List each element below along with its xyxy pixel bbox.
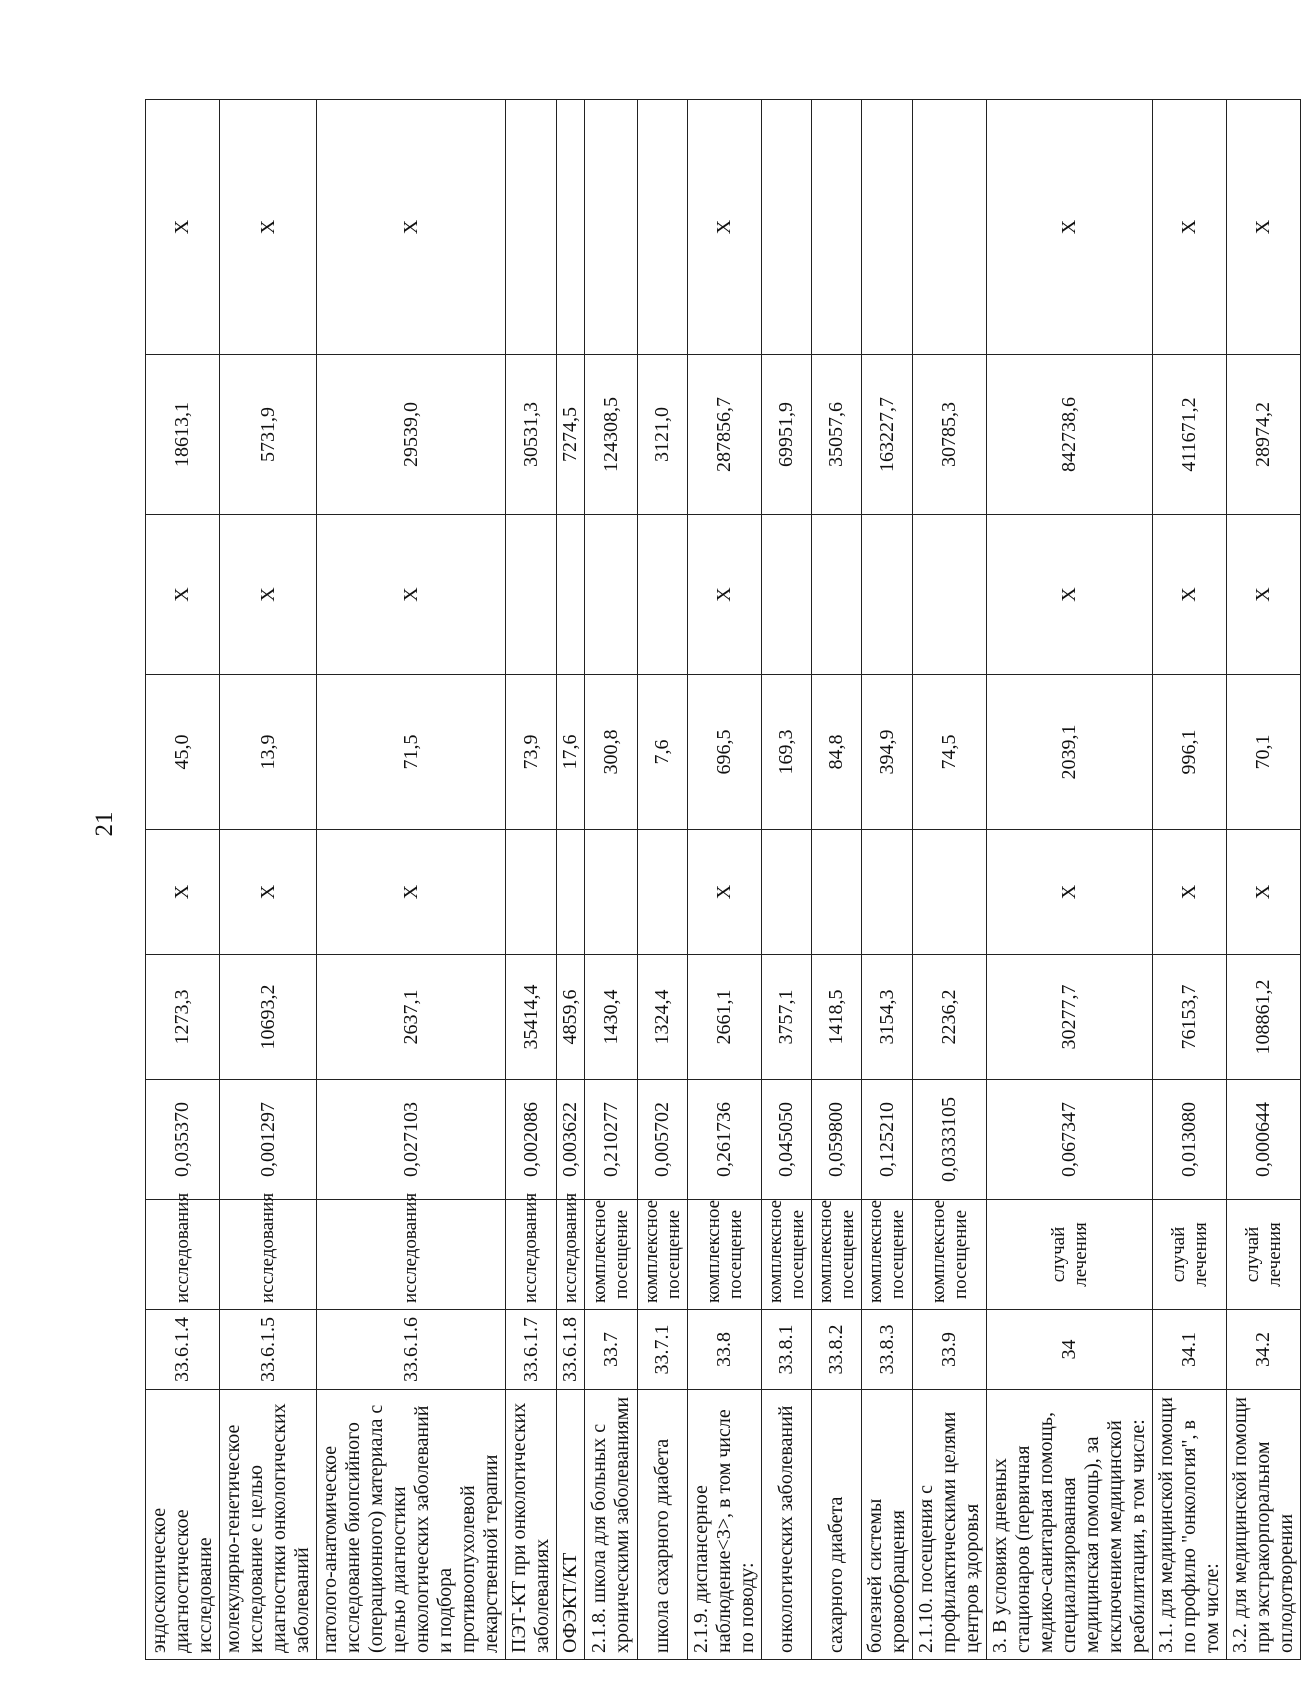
row-col8-cell: X	[987, 515, 1153, 675]
row-col6-cell	[762, 830, 812, 955]
row-col8-cell	[762, 515, 812, 675]
row-unit-cell: исследования	[557, 1200, 585, 1310]
row-name-cell: школа сахарного диабета	[638, 1390, 688, 1660]
row-norm-cell: 0,125210	[862, 1080, 913, 1200]
table-row	[688, 100, 762, 1660]
row-norm-cell: 0,003622	[557, 1080, 585, 1200]
row-col6-cell: X	[220, 830, 317, 955]
row-col9-cell: 7274,5	[557, 355, 585, 515]
row-col7-cell: 394,9	[862, 675, 913, 830]
row-col7-cell: 71,5	[317, 675, 506, 830]
row-code-cell: 33.9	[913, 1310, 987, 1390]
row-code-cell: 34.1	[1153, 1310, 1227, 1390]
row-col9-cell: 29539,0	[317, 355, 506, 515]
row-code-cell: 33.6.1.8	[557, 1310, 585, 1390]
row-cost-cell: 1273,3	[146, 955, 220, 1080]
row-col8-cell	[506, 515, 557, 675]
row-unit-cell: комплексное посещение	[762, 1200, 812, 1310]
row-col6-cell: X	[1153, 830, 1227, 955]
row-col7-cell: 996,1	[1153, 675, 1227, 830]
table-row	[585, 100, 638, 1660]
row-col9-cell: 69951,9	[762, 355, 812, 515]
row-cost-cell: 1418,5	[812, 955, 862, 1080]
row-code-cell: 33.7.1	[638, 1310, 688, 1390]
table-row	[317, 100, 506, 1660]
row-unit-cell: комплексное посещение	[913, 1200, 987, 1310]
row-norm-cell: 0,210277	[585, 1080, 638, 1200]
row-col10-cell	[557, 100, 585, 355]
row-col6-cell: X	[987, 830, 1153, 955]
row-col6-cell: X	[1227, 830, 1301, 955]
table-row	[220, 100, 317, 1660]
row-code-cell: 33.6.1.6	[317, 1310, 506, 1390]
row-code-cell: 33.8	[688, 1310, 762, 1390]
table-row	[913, 100, 987, 1660]
row-name-cell: ПЭТ-КТ при онкологических заболеваниях	[506, 1390, 557, 1660]
table-row	[862, 100, 913, 1660]
row-col6-cell	[557, 830, 585, 955]
row-col7-cell: 300,8	[585, 675, 638, 830]
row-col9-cell: 5731,9	[220, 355, 317, 515]
row-name-cell: болезней системы кровообращения	[862, 1390, 913, 1660]
data-table	[145, 99, 1301, 1660]
row-cost-cell: 3757,1	[762, 955, 812, 1080]
row-col6-cell: X	[317, 830, 506, 955]
row-cost-cell: 35414,4	[506, 955, 557, 1080]
row-col10-cell: X	[1153, 100, 1227, 355]
row-code-cell: 33.6.1.4	[146, 1310, 220, 1390]
row-norm-cell: 0,067347	[987, 1080, 1153, 1200]
row-code-cell: 33.6.1.7	[506, 1310, 557, 1390]
row-name-cell: 3.1. для медицинской помощи по профилю "онкология", в том числе:	[1153, 1390, 1227, 1660]
row-name-cell: 2.1.8. школа для больных с хроническими заболеваниями	[585, 1390, 638, 1660]
row-col10-cell: X	[688, 100, 762, 355]
row-col10-cell	[506, 100, 557, 355]
row-unit-cell: исследования	[506, 1200, 557, 1310]
row-cost-cell: 2236,2	[913, 955, 987, 1080]
row-cost-cell: 2637,1	[317, 955, 506, 1080]
row-col8-cell	[638, 515, 688, 675]
row-col7-cell: 7,6	[638, 675, 688, 830]
row-name-cell: 2.1.9. диспансерное наблюдение<3>, в том числе по поводу:	[688, 1390, 762, 1660]
row-unit-cell: комплексное посещение	[585, 1200, 638, 1310]
row-col7-cell: 13,9	[220, 675, 317, 830]
row-col8-cell	[585, 515, 638, 675]
row-col10-cell: X	[317, 100, 506, 355]
row-col10-cell	[862, 100, 913, 355]
row-col8-cell	[862, 515, 913, 675]
table-row	[1153, 100, 1227, 1660]
row-col8-cell: X	[1227, 515, 1301, 675]
row-cost-cell: 10693,2	[220, 955, 317, 1080]
row-col7-cell: 696,5	[688, 675, 762, 830]
row-unit-cell: случай лечения	[1153, 1200, 1227, 1310]
row-name-cell: онкологических заболеваний	[762, 1390, 812, 1660]
row-col9-cell: 30785,3	[913, 355, 987, 515]
row-unit-cell: комплексное посещение	[862, 1200, 913, 1310]
row-col6-cell	[812, 830, 862, 955]
row-col9-cell: 35057,6	[812, 355, 862, 515]
row-name-cell: 3. В условиях дневных стационаров (первичная медико-санитарная помощь, специализированная медицинская помощь), за исключением медицинской реабилитации, в том числе:	[987, 1390, 1153, 1660]
row-col6-cell	[585, 830, 638, 955]
row-col8-cell	[557, 515, 585, 675]
row-col7-cell: 73,9	[506, 675, 557, 830]
row-name-cell: ОФЭКТ/КТ	[557, 1390, 585, 1660]
row-col7-cell: 70,1	[1227, 675, 1301, 830]
row-col6-cell	[638, 830, 688, 955]
row-code-cell: 33.8.1	[762, 1310, 812, 1390]
row-unit-cell: исследования	[317, 1200, 506, 1310]
row-norm-cell: 0,045050	[762, 1080, 812, 1200]
page-number: 21	[91, 811, 118, 837]
row-name-cell: патолого-анатомическое исследование биопсийного (операционного) материала с целью диагностики онкологических заболеваний и подбора противоопухолевой лекарственной терапии	[317, 1390, 506, 1660]
row-cost-cell: 3154,3	[862, 955, 913, 1080]
row-unit-cell: случай лечения	[1227, 1200, 1301, 1310]
row-col10-cell: X	[220, 100, 317, 355]
row-norm-cell: 0,035370	[146, 1080, 220, 1200]
row-name-cell: эндоскопическое диагностическое исследование	[146, 1390, 220, 1660]
row-col10-cell	[913, 100, 987, 355]
row-col9-cell: 28974,2	[1227, 355, 1301, 515]
row-code-cell: 33.8.3	[862, 1310, 913, 1390]
row-unit-cell: исследования	[220, 1200, 317, 1310]
row-col9-cell: 163227,7	[862, 355, 913, 515]
row-col6-cell: X	[688, 830, 762, 955]
row-col7-cell: 169,3	[762, 675, 812, 830]
row-name-cell: 2.1.10. посещения с профилактическими целями центров здоровья	[913, 1390, 987, 1660]
row-name-cell: сахарного диабета	[812, 1390, 862, 1660]
row-unit-cell: комплексное посещение	[688, 1200, 762, 1310]
row-norm-cell: 0,001297	[220, 1080, 317, 1200]
row-col7-cell: 74,5	[913, 675, 987, 830]
row-norm-cell: 0,059800	[812, 1080, 862, 1200]
row-name-cell: 3.2. для медицинской помощи при экстракорпоральном оплодотворении	[1227, 1390, 1301, 1660]
row-col9-cell: 3121,0	[638, 355, 688, 515]
row-code-cell: 33.6.1.5	[220, 1310, 317, 1390]
row-unit-cell: исследования	[146, 1200, 220, 1310]
row-col6-cell	[913, 830, 987, 955]
row-name-cell: молекулярно-генетическое исследование с целью диагностики онкологических заболеваний	[220, 1390, 317, 1660]
table-row	[762, 100, 812, 1660]
row-col8-cell: X	[688, 515, 762, 675]
row-norm-cell: 0,013080	[1153, 1080, 1227, 1200]
table-row	[557, 100, 585, 1660]
row-col9-cell: 411671,2	[1153, 355, 1227, 515]
row-cost-cell: 1324,4	[638, 955, 688, 1080]
row-col9-cell: 842738,6	[987, 355, 1153, 515]
row-col9-cell: 30531,3	[506, 355, 557, 515]
row-norm-cell: 0,000644	[1227, 1080, 1301, 1200]
row-col8-cell	[812, 515, 862, 675]
table-row	[506, 100, 557, 1660]
row-cost-cell: 30277,7	[987, 955, 1153, 1080]
row-col6-cell	[506, 830, 557, 955]
row-cost-cell: 1430,4	[585, 955, 638, 1080]
row-col10-cell: X	[146, 100, 220, 355]
table-row	[987, 100, 1153, 1660]
row-col10-cell	[812, 100, 862, 355]
row-col10-cell	[585, 100, 638, 355]
row-col10-cell: X	[987, 100, 1153, 355]
row-col6-cell	[862, 830, 913, 955]
row-cost-cell: 4859,6	[557, 955, 585, 1080]
table-body	[146, 100, 1301, 1660]
row-cost-cell: 2661,1	[688, 955, 762, 1080]
table-row	[1227, 100, 1301, 1660]
row-code-cell: 34.2	[1227, 1310, 1301, 1390]
row-col10-cell	[762, 100, 812, 355]
row-code-cell: 33.7	[585, 1310, 638, 1390]
row-col8-cell: X	[317, 515, 506, 675]
row-col9-cell: 124308,5	[585, 355, 638, 515]
row-norm-cell: 0,005702	[638, 1080, 688, 1200]
row-norm-cell: 0,002086	[506, 1080, 557, 1200]
row-cost-cell: 76153,7	[1153, 955, 1227, 1080]
table-row	[146, 100, 220, 1660]
row-unit-cell: случай лечения	[987, 1200, 1153, 1310]
row-col8-cell	[913, 515, 987, 675]
row-col10-cell: X	[1227, 100, 1301, 355]
row-unit-cell: комплексное посещение	[638, 1200, 688, 1310]
row-col7-cell: 84,8	[812, 675, 862, 830]
row-cost-cell: 108861,2	[1227, 955, 1301, 1080]
row-col7-cell: 45,0	[146, 675, 220, 830]
row-col6-cell: X	[146, 830, 220, 955]
row-norm-cell: 0,0333105	[913, 1080, 987, 1200]
row-col8-cell: X	[1153, 515, 1227, 675]
row-col7-cell: 17,6	[557, 675, 585, 830]
row-col9-cell: 18613,1	[146, 355, 220, 515]
row-col8-cell: X	[146, 515, 220, 675]
row-norm-cell: 0,261736	[688, 1080, 762, 1200]
row-norm-cell: 0,027103	[317, 1080, 506, 1200]
table-row	[812, 100, 862, 1660]
row-unit-cell: комплексное посещение	[812, 1200, 862, 1310]
rotated-table-sheet	[145, 100, 1297, 1660]
table-row	[638, 100, 688, 1660]
row-code-cell: 34	[987, 1310, 1153, 1390]
row-col8-cell: X	[220, 515, 317, 675]
row-col9-cell: 287856,7	[688, 355, 762, 515]
row-code-cell: 33.8.2	[812, 1310, 862, 1390]
row-col7-cell: 2039,1	[987, 675, 1153, 830]
row-col10-cell	[638, 100, 688, 355]
